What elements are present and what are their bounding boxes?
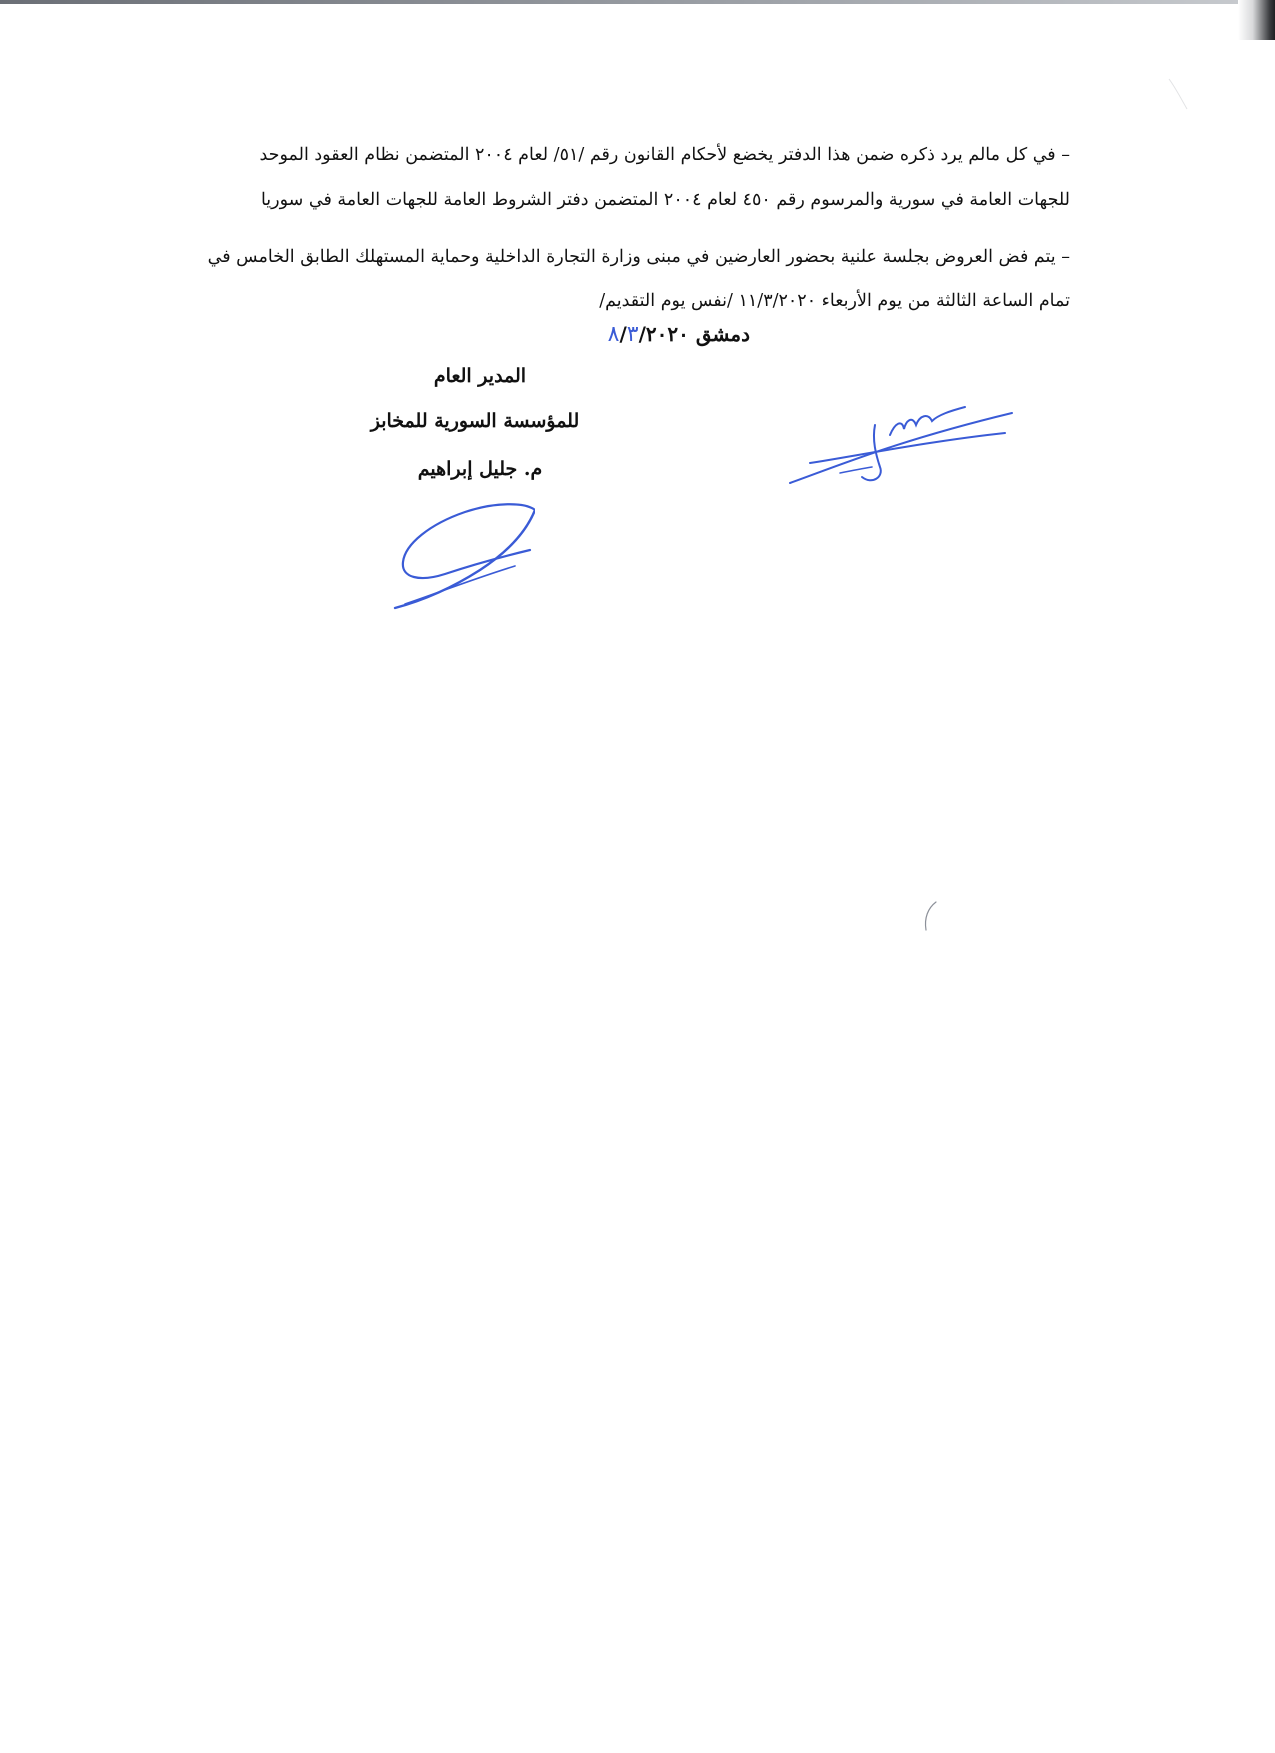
scan-speck [1165,75,1195,115]
signatory-title: المدير العام [433,365,527,387]
handwritten-signature-right [780,385,1020,495]
date-city: دمشق [695,322,750,346]
paragraph-line-4: تمام الساعة الثالثة من يوم الأربعاء ١١/٣/٢٠٢٠ /نفس يوم التقديم/ [599,291,1070,311]
paragraph-line-3: – يتم فض العروض بجلسة علنية بحضور العارضين في مبنى وزارة التجارة الداخلية وحماية المستهلك الطابق الخامس في [207,247,1070,267]
date-month: ٣ [626,322,639,347]
signatory-name: م. جليل إبراهيم [417,458,543,480]
date-separator: / [638,322,646,346]
pen-mark-fleck [920,900,940,932]
scan-corner-shadow [1238,0,1275,40]
paragraph-line-2: للجهات العامة في سورية والمرسوم رقم ٤٥٠ لعام ٢٠٠٤ المتضمن دفتر الشروط العامة للجهات العامة في سوريا [260,190,1070,210]
date-separator: / [619,322,627,346]
paragraph-line-1: – في كل مالم يرد ذكره ضمن هذا الدفتر يخضع لأحكام القانون رقم /٥١/ لعام ٢٠٠٤ المتضمن نظام العقود الموحد [259,145,1070,165]
scan-top-edge [0,0,1275,4]
date-day: ٨ [607,322,620,347]
document-date [550,322,750,347]
signatory-organization: للمؤسسة السورية للمخابز [370,410,580,432]
date-year: ٢٠٢٠ [645,322,689,346]
handwritten-signature-left [385,500,535,615]
